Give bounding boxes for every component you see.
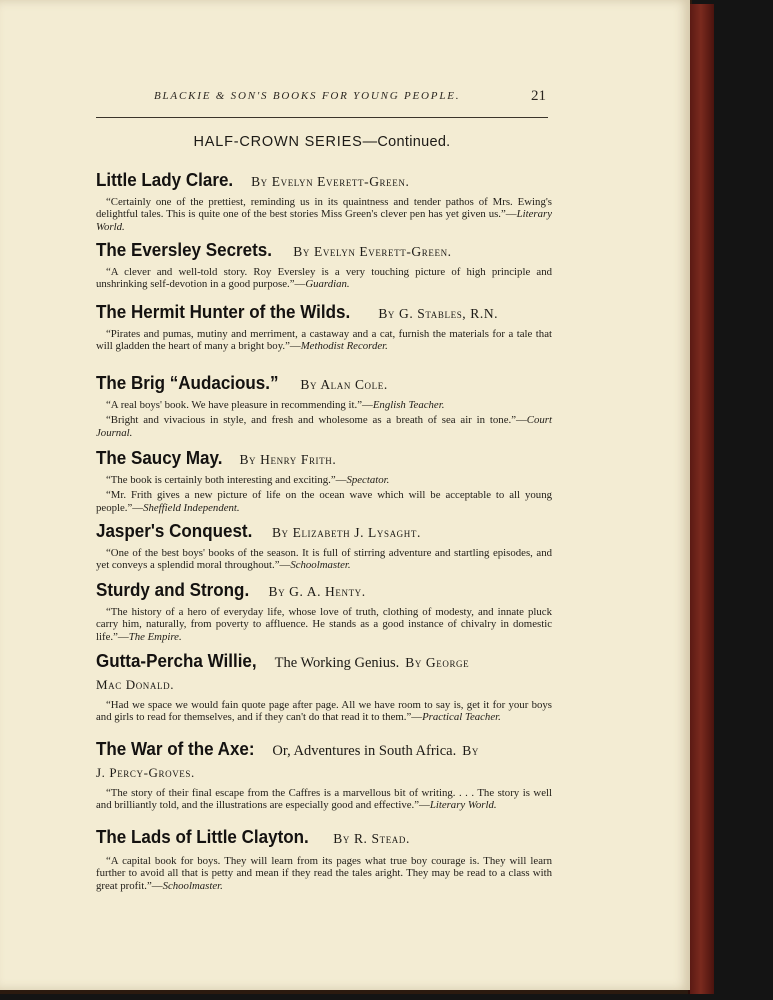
book-author: By R. Stead. xyxy=(333,831,410,846)
book-title: Little Lady Clare. xyxy=(96,169,234,190)
entry-head xyxy=(96,168,552,193)
book-title: The Eversley Secrets. xyxy=(96,239,272,260)
review-text: “Mr. Frith gives a new picture of life on the ocean wave which will be acceptable to all young people.”— xyxy=(96,489,552,514)
review-source: Spectator. xyxy=(346,474,390,486)
book-title: The Saucy May. xyxy=(96,447,223,468)
review-text: “The story of their final escape from the Caffres is a marvellous bit of writing. . . . The story is well and brilliantly told, and the illustrations are especially good and effective.”— xyxy=(96,787,552,812)
book-author: By Alan Cole. xyxy=(300,377,388,392)
book-entry-gutta-percha-willie xyxy=(96,649,552,724)
review-source: Schoolmaster. xyxy=(162,879,223,892)
book-title: The War of the Axe: xyxy=(96,738,255,759)
running-head xyxy=(96,88,548,110)
entry-head xyxy=(96,519,552,544)
review-text: “One of the best boys' books of the season. It is full of stirring adventure and startling episodes, and yet conveys a splendid moral throughout.”— xyxy=(96,547,552,572)
review-quote xyxy=(96,606,552,643)
entry-head xyxy=(96,371,552,396)
book-title: Sturdy and Strong. xyxy=(96,579,250,600)
review-quote xyxy=(96,787,552,812)
review-source: Guardian. xyxy=(305,278,350,291)
review-source: Schoolmaster. xyxy=(290,559,351,572)
review-source: English Teacher. xyxy=(372,399,445,411)
review-source: Literary World. xyxy=(429,799,497,812)
entry-head xyxy=(96,238,552,263)
review-text: “Bright and vivacious in style, and fresh and wholesome as a breath of sea air in tone.”— xyxy=(106,414,527,427)
book-author: By G. Stables, R.N. xyxy=(378,306,499,321)
review-quote xyxy=(96,547,552,572)
page-number: 21 xyxy=(531,88,546,104)
book-entry-eversley-secrets xyxy=(96,238,552,291)
review-text: “A real boys' book. We have pleasure in recommending it.”— xyxy=(106,399,373,411)
review-source: Methodist Recorder. xyxy=(300,340,388,353)
book-entry-lads-of-little-clayton xyxy=(96,825,552,892)
book-author: By G. A. Henty. xyxy=(268,584,366,599)
book-author: By Henry Frith. xyxy=(239,452,337,467)
review-text: “The history of a hero of everyday life, whose love of truth, clothing of modesty, and innate pluck carry him, naturally, from poverty to affluence. He stands as a good instance of chivalry in domestic life.”— xyxy=(96,606,552,643)
book-entry-hermit-hunter xyxy=(96,300,552,353)
entry-head xyxy=(96,300,552,325)
review-quote xyxy=(96,699,552,724)
book-author: By Elizabeth J. Lysaght. xyxy=(271,525,421,540)
review-source: The Empire. xyxy=(128,630,182,643)
review-text: “A clever and well-told story. Roy Eversley is a very touching picture of high principle and unshrinking self-devotion in a good purpose.”— xyxy=(96,266,552,291)
book-author: By xyxy=(462,743,479,758)
book-entry-saucy-may xyxy=(96,446,552,514)
book-author-continued: Mac Donald. xyxy=(96,677,175,692)
running-head-rule xyxy=(96,117,548,118)
review-text: “The book is certainly both interesting and exciting.”— xyxy=(106,474,347,486)
book-entry-little-lady-clare xyxy=(96,168,552,233)
review-source: Court Journal. xyxy=(96,414,552,439)
review-quote xyxy=(96,399,552,411)
review-quote xyxy=(96,474,552,486)
review-text: “Had we space we would fain quote page after page. All we have room to say is, get it for your boys and girls to read for themselves, and if they can't do that read it to them.”— xyxy=(96,699,552,724)
book-author: By Evelyn Everett-Green. xyxy=(293,244,452,259)
entry-head xyxy=(96,578,552,603)
book-title: The Lads of Little Clayton. xyxy=(96,826,309,847)
series-heading xyxy=(96,134,548,150)
review-text: “Pirates and pumas, mutiny and merriment, a castaway and a cat, furnish the materials for a tale that will gladden the heart of many a bright boy.”— xyxy=(96,328,552,353)
book-title: The Hermit Hunter of the Wilds. xyxy=(96,301,351,322)
book-entry-war-of-the-axe xyxy=(96,737,552,812)
book-entry-sturdy-and-strong xyxy=(96,578,552,643)
entry-head xyxy=(96,446,552,471)
entry-head xyxy=(96,737,552,763)
review-source: Literary World. xyxy=(96,208,552,233)
book-subtitle: The Working Genius. xyxy=(274,655,400,671)
review-quote xyxy=(96,266,552,291)
book-author: By George xyxy=(405,655,470,670)
review-quote xyxy=(96,414,552,439)
entry-head xyxy=(96,825,552,850)
entry-head xyxy=(96,649,552,675)
book-cover-edge xyxy=(688,4,714,994)
review-source: Practical Teacher. xyxy=(422,711,501,724)
series-heading-continued: Continued. xyxy=(377,134,451,150)
review-quote xyxy=(96,855,552,892)
series-heading-dash: — xyxy=(362,134,378,150)
book-entry-jaspers-conquest xyxy=(96,519,552,572)
book-title: The Brig “Audacious.” xyxy=(96,372,279,393)
series-heading-main: HALF-CROWN SERIES xyxy=(193,134,363,150)
review-source: Sheffield Independent. xyxy=(143,501,240,514)
book-title: Jasper's Conquest. xyxy=(96,520,253,541)
review-text: “A capital book for boys. They will learn from its pages what true boy courage is. They will learn further to avoid all that is petty and mean if they read the tales aright. They may be read to a class with great profit.”— xyxy=(96,855,552,892)
review-quote xyxy=(96,489,552,514)
review-quote xyxy=(96,196,552,233)
review-text: “Certainly one of the prettiest, reminding us in its quaintness and tender pathos of Mrs. Ewing's delightful tales. This is quite one of the best stories Miss Green's clever pen has yet given us.”— xyxy=(96,196,552,221)
book-author-continued: J. Percy-Groves. xyxy=(96,765,195,780)
book-subtitle: Or, Adventures in South Africa. xyxy=(272,743,457,759)
book-author: By Evelyn Everett-Green. xyxy=(251,174,410,189)
book-entry-brig-audacious xyxy=(96,371,552,439)
book-title: Gutta-Percha Willie, xyxy=(96,650,257,671)
review-quote xyxy=(96,328,552,353)
running-head-title: BLACKIE & SON'S BOOKS FOR YOUNG PEOPLE. xyxy=(154,90,461,102)
